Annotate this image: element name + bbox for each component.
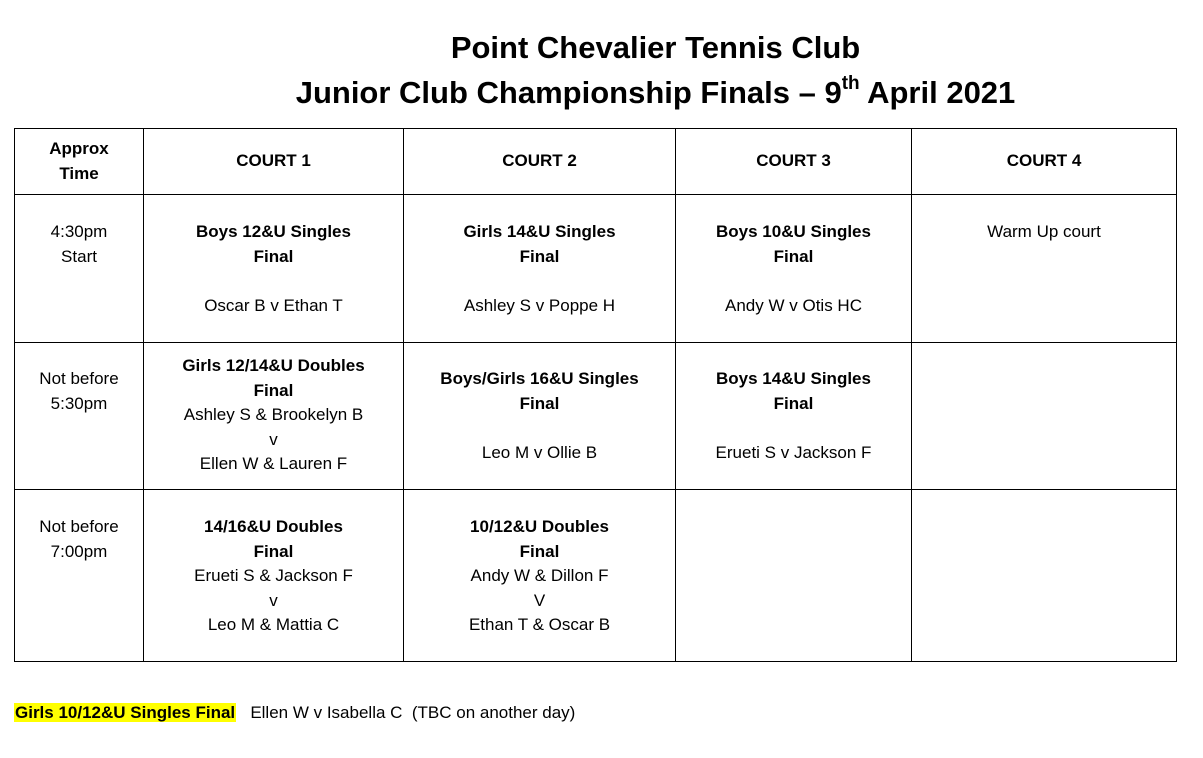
- event-title-ordinal: th: [841, 72, 860, 94]
- event-name: Boys 10&U Singles: [716, 222, 871, 241]
- court-3-header: COURT 3: [676, 129, 912, 195]
- court-note: Warm Up court: [987, 222, 1101, 241]
- time-line2: 5:30pm: [50, 393, 108, 413]
- match-versus: v: [269, 429, 278, 449]
- time-cell: [15, 490, 144, 662]
- match-cell: [676, 343, 912, 490]
- time-line1: Not before: [39, 369, 119, 388]
- time-line1: 4:30pm: [50, 222, 108, 241]
- time-cell: [15, 343, 144, 490]
- event-round: Final: [253, 541, 294, 561]
- footer-match: Ellen W v Isabella C (TBC on another day): [250, 703, 576, 722]
- event-name: 14/16&U Doubles: [204, 517, 343, 536]
- event-round: Final: [519, 541, 560, 561]
- time-line1: Not before: [39, 517, 119, 536]
- court-4-header: COURT 4: [912, 129, 1177, 195]
- match-team-1: Ashley S & Brookelyn B: [183, 405, 364, 424]
- match-cell: [912, 195, 1177, 343]
- highlighted-event: Girls 10/12&U Singles Final: [15, 703, 236, 722]
- match-team-1: Erueti S & Jackson F: [194, 566, 353, 585]
- court-2-header: COURT 2: [404, 129, 676, 195]
- event-round: Final: [253, 380, 294, 400]
- match-players: Oscar B v Ethan T: [204, 295, 343, 315]
- match-cell: [144, 343, 404, 490]
- match-players: Leo M v Ollie B: [481, 442, 598, 462]
- time-line2: 7:00pm: [50, 541, 108, 561]
- match-cell: [144, 490, 404, 662]
- match-team-2: Ethan T & Oscar B: [468, 615, 611, 634]
- event-title-suffix: April 2021: [859, 75, 1016, 110]
- table-header-row: [15, 129, 1177, 195]
- court-1-header: COURT 1: [144, 129, 404, 195]
- schedule-table: [14, 128, 1177, 662]
- match-cell: [144, 195, 404, 343]
- time-cell: [15, 195, 144, 343]
- time-column-header: [15, 129, 144, 195]
- match-versus: v: [269, 590, 278, 610]
- match-team-2: Ellen W & Lauren F: [199, 454, 348, 473]
- match-players: Erueti S v Jackson F: [715, 442, 872, 462]
- empty-cell: [912, 490, 1177, 662]
- match-players: Andy W v Otis HC: [725, 295, 862, 315]
- event-title-prefix: Junior Club Championship Finals – 9: [295, 75, 842, 110]
- match-cell: [404, 490, 676, 662]
- empty-cell: [676, 490, 912, 662]
- footer-note: [14, 701, 575, 725]
- event-name: Boys/Girls 16&U Singles: [440, 369, 639, 388]
- match-versus: V: [533, 590, 546, 610]
- table-row: [15, 490, 1177, 662]
- event-round: Final: [519, 246, 560, 266]
- match-team-1: Andy W & Dillon F: [470, 566, 609, 585]
- event-name: Boys 12&U Singles: [196, 222, 351, 241]
- match-team-2: Leo M & Mattia C: [207, 615, 340, 634]
- event-round: Final: [773, 393, 814, 413]
- match-cell: [404, 343, 676, 490]
- event-round: Final: [519, 393, 560, 413]
- table-row: [15, 195, 1177, 343]
- match-cell: [676, 195, 912, 343]
- time-header-line2: Time: [59, 163, 99, 183]
- event-name: Girls 14&U Singles: [463, 222, 616, 241]
- event-title: [0, 74, 1203, 112]
- event-round: Final: [773, 246, 814, 266]
- match-cell: [404, 195, 676, 343]
- event-round: Final: [253, 246, 294, 266]
- time-header-line1: Approx: [49, 139, 109, 158]
- event-name: Girls 12/14&U Doubles: [182, 356, 365, 375]
- empty-cell: [912, 343, 1177, 490]
- time-line2: Start: [61, 246, 97, 266]
- event-name: 10/12&U Doubles: [470, 517, 609, 536]
- table-row: [15, 343, 1177, 490]
- event-name: Boys 14&U Singles: [716, 369, 871, 388]
- match-players: Ashley S v Poppe H: [463, 295, 616, 315]
- club-title: Point Chevalier Tennis Club: [450, 30, 861, 65]
